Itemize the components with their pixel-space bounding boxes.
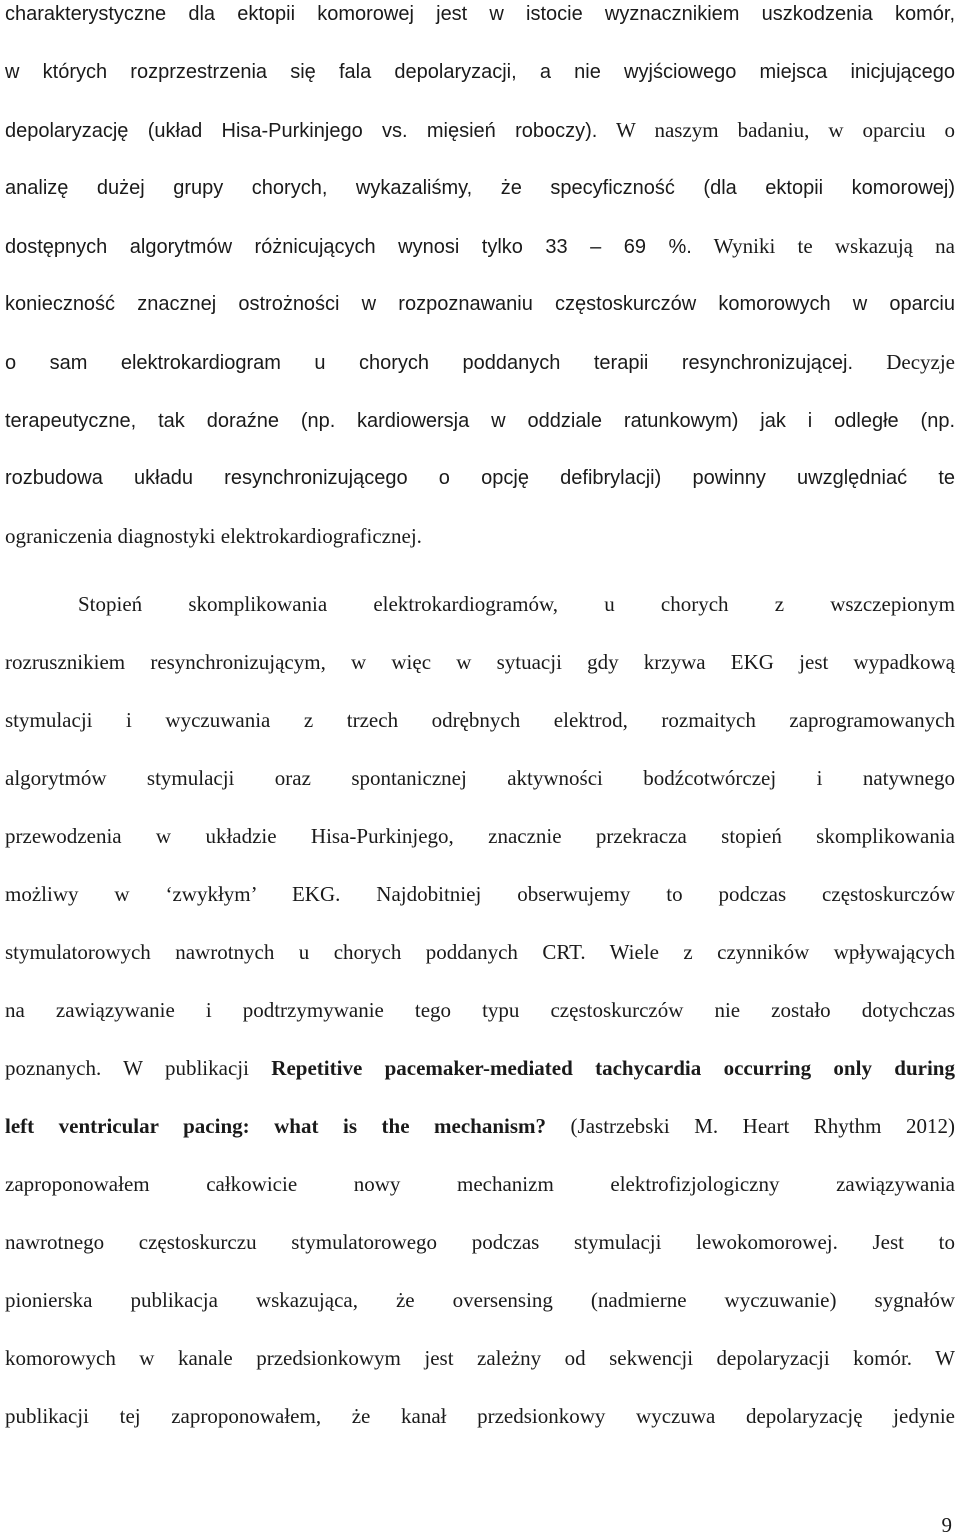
p1-line-7-b: Decyzje bbox=[886, 350, 955, 374]
p1-line-3-b: W naszym badaniu, w oparciu o bbox=[616, 118, 955, 142]
p2-line-13: pionierska publikacja wskazująca, że oversensing (nadmierne wyczuwanie) sygnałów bbox=[5, 1288, 955, 1312]
p1-line-8-b: kardiowersja w oddziale ratunkowym) jak i odległe (np. bbox=[356, 410, 955, 432]
p1-line-1: charakterystyczne dla ektopii komorowej jest w istocie wyznacznikiem uszkodzenia komór, bbox=[5, 3, 955, 25]
p1-line-10: ograniczenia diagnostyki elektrokardiograficznej. bbox=[5, 524, 422, 548]
p2-line-14: komorowych w kanale przedsionkowym jest zależny od sekwencji depolaryzacji komór. W bbox=[5, 1346, 955, 1370]
p1-line-7 bbox=[5, 350, 955, 375]
p2-line-3: stymulacji i wyczuwania z trzech odrębnych elektrod, rozmaitych zaprogramowanych bbox=[5, 708, 955, 732]
p2-line-5: przewodzenia w układzie Hisa-Purkinjego, znacznie przekracza stopień skomplikowania bbox=[5, 824, 955, 848]
publication-title-part-1: Repetitive pacemaker-mediated tachycardia occurring only during bbox=[271, 1056, 955, 1080]
p1-line-8 bbox=[5, 408, 955, 433]
p1-line-4: analizę dużej grupy chorych, wykazaliśmy, że specyficzność (dla ektopii komorowej) bbox=[5, 177, 955, 199]
p1-line-8-a: terapeutyczne, tak doraźne (np. bbox=[5, 410, 336, 432]
p1-line-5-b: Wyniki te wskazują na bbox=[713, 234, 955, 258]
publication-title-part-2: left ventricular pacing: what is the mechanism? bbox=[5, 1114, 547, 1138]
p2-line-7: stymulatorowych nawrotnych u chorych poddanych CRT. Wiele z czynników wpływających bbox=[5, 940, 955, 964]
p2-line-6: możliwy w ‘zwykłym’ EKG. Najdobitniej obserwujemy to podczas częstoskurczów bbox=[5, 882, 955, 906]
p1-line-3 bbox=[5, 118, 955, 143]
p2-line-12: nawrotnego częstoskurczu stymulatorowego podczas stymulacji lewokomorowej. Jest to bbox=[5, 1230, 955, 1254]
page-number: 9 bbox=[941, 1513, 952, 1537]
p2-line-8: na zawiązywanie i podtrzymywanie tego typu częstoskurczów nie zostało dotychczas bbox=[5, 998, 955, 1022]
p1-line-6: konieczność znacznej ostrożności w rozpoznawaniu częstoskurczów komorowych w oparciu bbox=[5, 293, 955, 315]
p2-line-1: Stopień skomplikowania elektrokardiogramów, u chorych z wszczepionym bbox=[78, 592, 955, 616]
publication-citation: (Jastrzebski M. Heart Rhythm 2012) bbox=[546, 1114, 955, 1138]
p2-line-11: zaproponowałem całkowicie nowy mechanizm elektrofizjologiczny zawiązywania bbox=[5, 1172, 955, 1196]
p2-line-15: publikacji tej zaproponowałem, że kanał przedsionkowy wyczuwa depolaryzację jedynie bbox=[5, 1404, 955, 1428]
p1-line-5-a: dostępnych algorytmów różnicujących wynosi tylko 33 – 69 %. bbox=[5, 236, 692, 258]
p2-line-10 bbox=[5, 1114, 955, 1138]
p1-line-5 bbox=[5, 234, 955, 259]
p1-line-9: rozbudowa układu resynchronizującego o opcję defibrylacji) powinny uwzględniać te bbox=[5, 467, 955, 489]
p2-line-9 bbox=[5, 1056, 955, 1080]
p1-line-2: w których rozprzestrzenia się fala depolaryzacji, a nie wyjściowego miejsca inicjującego bbox=[5, 61, 955, 83]
p2-line-4: algorytmów stymulacji oraz spontanicznej aktywności bodźcotwórczej i natywnego bbox=[5, 766, 955, 790]
p2-line-9-a: poznanych. W publikacji bbox=[5, 1056, 272, 1080]
p1-line-3-a: depolaryzację (układ Hisa-Purkinjego vs. mięsień roboczy). bbox=[5, 120, 598, 142]
p2-line-2: rozrusznikiem resynchronizującym, w więc w sytuacji gdy krzywa EKG jest wypadkową bbox=[5, 650, 955, 674]
p1-line-7-a: o sam elektrokardiogram u chorych poddanych terapii resynchronizującej. bbox=[5, 352, 854, 374]
